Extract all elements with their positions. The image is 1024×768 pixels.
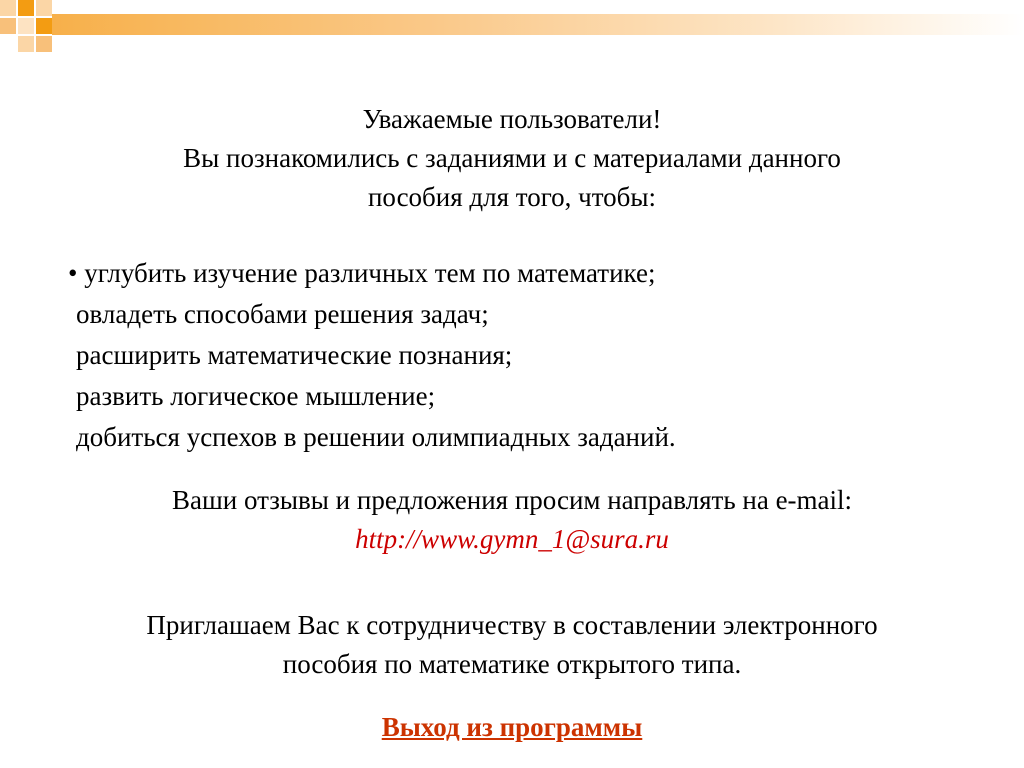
- goal-item: овладеть способами решения задач;: [76, 299, 489, 329]
- decor-gradient-bar: [52, 14, 1024, 35]
- invite-block: [0, 606, 1024, 684]
- goal-item: развить логическое мышление;: [76, 381, 436, 411]
- goal-item: добиться успехов в решении олимпиадных заданий.: [76, 422, 676, 452]
- exit-link-container: [0, 708, 1024, 747]
- feedback-block: [0, 481, 1024, 559]
- decor-square: [36, 0, 52, 16]
- greeting-line: Вы познакомились с заданиями и с материалами данного: [183, 143, 841, 173]
- decor-square: [18, 18, 34, 34]
- exit-program-link[interactable]: Выход из программы: [381, 712, 643, 742]
- decor-square: [36, 18, 52, 34]
- greeting-line: пособия для того, чтобы:: [367, 182, 657, 212]
- feedback-text: Ваши отзывы и предложения просим направлять на e-mail:: [171, 485, 853, 515]
- email-address: http://www.gymn_1@sura.ru: [355, 524, 669, 554]
- decor-square: [0, 0, 16, 16]
- goal-item: расширить математические познания;: [76, 340, 513, 370]
- goal-item: • углубить изучение различных тем по математике;: [68, 258, 656, 288]
- invite-line: пособия по математике открытого типа.: [282, 649, 742, 679]
- invite-line: Приглашаем Вас к сотрудничеству в составлении электронного: [146, 610, 878, 640]
- decor-square: [36, 36, 52, 52]
- decor-square: [0, 18, 16, 34]
- greeting-title: Уважаемые пользователи!: [362, 104, 662, 134]
- greeting-block: [0, 100, 1024, 217]
- decor-square: [18, 0, 34, 16]
- goals-list: [68, 253, 676, 458]
- decor-square: [18, 36, 34, 52]
